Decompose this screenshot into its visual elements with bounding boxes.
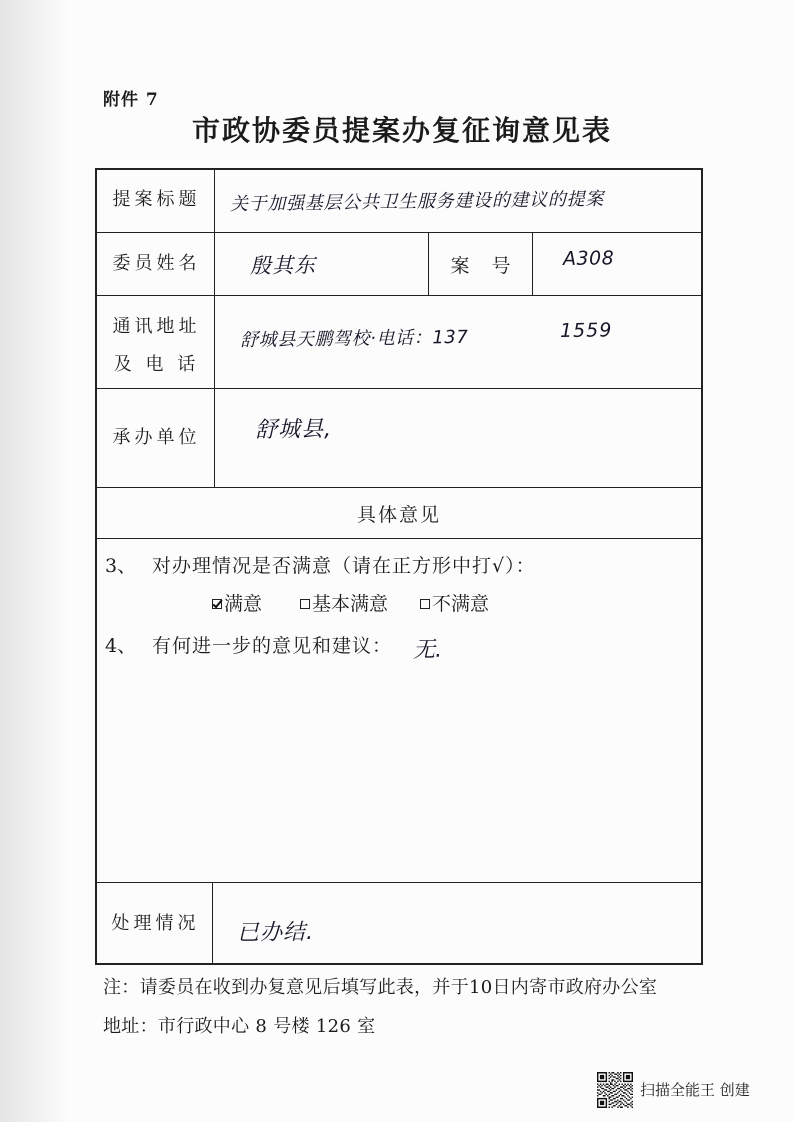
- option-basically-satisfied-label: 基本满意: [312, 593, 389, 615]
- feedback-form-table: [95, 168, 703, 965]
- attachment-label: 附件 7: [103, 90, 159, 110]
- member-name-label: 委员姓名: [112, 253, 201, 274]
- member-name-value: 殷其东: [249, 253, 317, 278]
- contact-label-line2: 及 电 话: [113, 354, 200, 375]
- footer-note: 注：请委员在收到办复意见后填写此表，并于10日内寄市政府办公室: [103, 977, 658, 998]
- handling-unit-value: 舒城县,: [254, 416, 333, 443]
- option-dissatisfied-label: 不满意: [432, 593, 490, 615]
- q4-answer: 无.: [412, 637, 443, 663]
- q4-text: 有何进一步的意见和建议：: [152, 635, 393, 657]
- processing-label: 处理情况: [111, 913, 200, 934]
- option-satisfied-label: 满意: [224, 593, 263, 615]
- proposal-title-label: 提案标题: [112, 189, 201, 210]
- form-title: 市政协委员提案办复征询意见表: [191, 114, 612, 147]
- contact-value: 舒城县天鹏驾校·电话：137: [239, 326, 469, 351]
- proposal-title-value: 关于加强基层公共卫生服务建设的建议的提案: [229, 188, 605, 215]
- footer-address: 地址：市行政中心 8 号楼 126 室: [103, 1016, 376, 1037]
- q3-number: 3、: [105, 555, 137, 577]
- q3-text: 对办理情况是否满意（请在正方形中打√）：: [152, 555, 536, 577]
- table-outer-border: [95, 168, 703, 965]
- case-number-value: A308: [562, 247, 615, 270]
- q4-number: 4、: [105, 635, 137, 657]
- processing-value: 已办结.: [236, 919, 315, 946]
- contact-phone-tail: 1559: [559, 319, 613, 342]
- handling-unit-label: 承办单位: [112, 427, 201, 448]
- contact-label-line1: 通讯地址: [112, 316, 201, 337]
- watermark-text: 扫描全能王 创建: [640, 1081, 750, 1099]
- scan-edge-shadow: [0, 0, 70, 1122]
- opinions-heading: 具体意见: [356, 503, 441, 526]
- qr-code-icon: [597, 1072, 633, 1108]
- case-number-label: 案 号: [450, 254, 519, 277]
